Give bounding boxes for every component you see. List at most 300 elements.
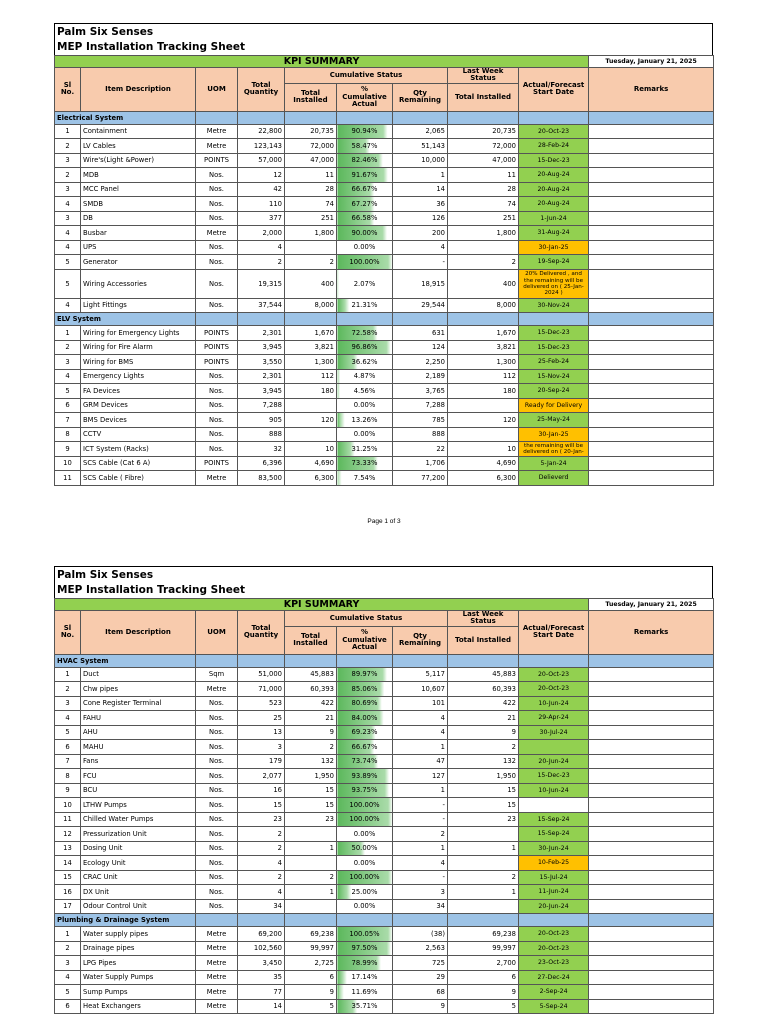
cell-installed: 74	[285, 197, 337, 212]
cell-forecast: 10-Jun-24	[519, 696, 589, 711]
cell-remarks	[589, 856, 714, 871]
cell-total-qty: 69,200	[238, 927, 285, 942]
cell-installed: 69,238	[285, 927, 337, 942]
cell-installed: 2,725	[285, 956, 337, 971]
cell-remaining: -	[393, 798, 448, 813]
section-cell	[393, 313, 448, 326]
cell-slno: 3	[55, 956, 81, 971]
cell-total-qty: 4	[238, 885, 285, 900]
table-row	[55, 255, 714, 270]
cell-remaining: 2,563	[393, 941, 448, 956]
cell-lw-installed: 69,238	[448, 927, 519, 942]
cell-total-qty: 2	[238, 255, 285, 270]
cell-remaining: 18,915	[393, 269, 448, 298]
cell-remarks	[589, 442, 714, 457]
table-row	[55, 885, 714, 900]
cell-pct: 91.67%	[337, 168, 393, 183]
cell-item: Generator	[81, 255, 196, 270]
cell-remarks	[589, 725, 714, 740]
cell-total-qty: 6,396	[238, 456, 285, 471]
cell-slno: 9	[55, 783, 81, 798]
cell-lw-installed: 2,700	[448, 956, 519, 971]
cell-remaining: 29,544	[393, 298, 448, 313]
cell-forecast: 11-Jun-24	[519, 885, 589, 900]
cell-pct: 90.94%	[337, 124, 393, 139]
cell-item: AHU	[81, 725, 196, 740]
cell-total-qty: 888	[238, 427, 285, 442]
cell-forecast: 20-Aug-24	[519, 168, 589, 183]
cell-remarks	[589, 870, 714, 885]
table-row	[55, 754, 714, 769]
cell-remarks	[589, 682, 714, 697]
cell-forecast: 28-Feb-24	[519, 139, 589, 154]
cell-forecast: Ready for Delivery	[519, 398, 589, 413]
cell-installed: 5	[285, 999, 337, 1014]
section-cell	[196, 914, 238, 927]
cell-pct: 69.23%	[337, 725, 393, 740]
cell-remaining: 1,706	[393, 456, 448, 471]
table-row	[55, 398, 714, 413]
cell-remarks	[589, 769, 714, 784]
cell-item: Drainage pipes	[81, 941, 196, 956]
table-row	[55, 956, 714, 971]
cell-item: Duct	[81, 667, 196, 682]
cell-lw-installed: 9	[448, 985, 519, 1000]
section-cell	[337, 654, 393, 667]
cell-remarks	[589, 124, 714, 139]
cell-remarks	[589, 999, 714, 1014]
cell-uom: POINTS	[196, 456, 238, 471]
cell-slno: 4	[55, 197, 81, 212]
section-cell	[448, 914, 519, 927]
cell-remaining: 101	[393, 696, 448, 711]
cell-forecast: 10-Jun-24	[519, 783, 589, 798]
cell-forecast: 20-Aug-24	[519, 197, 589, 212]
cell-total-qty: 71,000	[238, 682, 285, 697]
cell-forecast: 20-Oct-23	[519, 682, 589, 697]
table-row	[55, 899, 714, 914]
cell-lw-installed: 60,393	[448, 682, 519, 697]
table-row	[55, 927, 714, 942]
cell-forecast: 20% Delivered , and the remaining will be delivered on ( 25-Jan-2024 )	[519, 269, 589, 298]
cell-pct: 93.89%	[337, 769, 393, 784]
table-row	[55, 711, 714, 726]
page-number: Page 1 of 3	[367, 518, 401, 525]
cell-item: Wiring for BMS	[81, 355, 196, 370]
cell-pct: 73.33%	[337, 456, 393, 471]
cell-installed: 2	[285, 255, 337, 270]
table-row	[55, 456, 714, 471]
cell-total-qty: 2,301	[238, 369, 285, 384]
cell-uom: Nos.	[196, 442, 238, 457]
cell-installed: 99,997	[285, 941, 337, 956]
cell-remaining: 22	[393, 442, 448, 457]
cell-remarks	[589, 899, 714, 914]
cell-slno: 2	[55, 139, 81, 154]
section-cell	[589, 914, 714, 927]
cell-item: MDB	[81, 168, 196, 183]
cell-uom: Nos.	[196, 711, 238, 726]
cell-slno: 4	[55, 240, 81, 255]
table-row	[55, 783, 714, 798]
cell-pct: 0.00%	[337, 398, 393, 413]
cell-uom: Metre	[196, 985, 238, 1000]
cell-total-qty: 3	[238, 740, 285, 755]
cell-slno: 5	[55, 725, 81, 740]
cell-remarks	[589, 168, 714, 183]
table-row	[55, 769, 714, 784]
cell-pct: 0.00%	[337, 427, 393, 442]
cell-installed: 20,735	[285, 124, 337, 139]
sheet-page-2	[54, 566, 713, 1014]
cell-uom: Metre	[196, 999, 238, 1014]
cell-pct: 0.00%	[337, 856, 393, 871]
section-cell	[337, 111, 393, 124]
company-name: Palm Six Senses	[54, 566, 713, 582]
header-qty-remaining: Qty Remaining	[393, 626, 448, 654]
cell-installed: 72,000	[285, 139, 337, 154]
cell-lw-installed: 15	[448, 798, 519, 813]
cell-item: UPS	[81, 240, 196, 255]
cell-uom: Nos.	[196, 211, 238, 226]
table-row	[55, 153, 714, 168]
cell-lw-installed: 1	[448, 885, 519, 900]
cell-remarks	[589, 255, 714, 270]
cell-slno: 12	[55, 827, 81, 842]
cell-remaining: 51,143	[393, 139, 448, 154]
cell-remaining: 1	[393, 841, 448, 856]
table-row	[55, 941, 714, 956]
cell-slno: 10	[55, 456, 81, 471]
cell-forecast: 19-Sep-24	[519, 255, 589, 270]
cell-installed: 9	[285, 985, 337, 1000]
header-forecast: Actual/Forecast Start Date	[519, 68, 589, 112]
cell-total-qty: 2,000	[238, 226, 285, 241]
header-pct: % Cumulative Actual	[337, 83, 393, 111]
section-cell	[519, 111, 589, 124]
cell-item: Chilled Water Pumps	[81, 812, 196, 827]
header-uom: UOM	[196, 68, 238, 112]
cell-item: Containment	[81, 124, 196, 139]
cell-pct: 97.50%	[337, 941, 393, 956]
table-row	[55, 856, 714, 871]
cell-lw-installed: 28	[448, 182, 519, 197]
cell-installed: 15	[285, 798, 337, 813]
cell-slno: 8	[55, 427, 81, 442]
cell-remaining: 34	[393, 899, 448, 914]
cell-forecast: 15-Jul-24	[519, 870, 589, 885]
cell-installed: 1	[285, 885, 337, 900]
cell-uom: Nos.	[196, 298, 238, 313]
section-cell	[285, 111, 337, 124]
cell-slno: 4	[55, 711, 81, 726]
cell-total-qty: 77	[238, 985, 285, 1000]
cell-forecast: 15-Dec-23	[519, 153, 589, 168]
cell-forecast: 15-Sep-24	[519, 812, 589, 827]
cell-uom: Nos.	[196, 856, 238, 871]
cell-total-qty: 2	[238, 841, 285, 856]
cell-forecast: 20-Oct-23	[519, 667, 589, 682]
cell-installed: 2	[285, 740, 337, 755]
cell-forecast: 25-May-24	[519, 413, 589, 428]
cell-item: Emergency Lights	[81, 369, 196, 384]
section-cell	[196, 654, 238, 667]
cell-installed: 112	[285, 369, 337, 384]
cell-installed: 47,000	[285, 153, 337, 168]
cell-total-qty: 42	[238, 182, 285, 197]
cell-uom: Nos.	[196, 870, 238, 885]
cell-forecast: 30-Jul-24	[519, 725, 589, 740]
cell-item: LPG Pipes	[81, 956, 196, 971]
cell-total-qty: 110	[238, 197, 285, 212]
cell-item: Light Fittings	[81, 298, 196, 313]
cell-remaining: 1	[393, 783, 448, 798]
cell-remaining: 725	[393, 956, 448, 971]
cell-slno: 4	[55, 226, 81, 241]
header-lw-installed: Total Installed	[448, 83, 519, 111]
table-row	[55, 870, 714, 885]
header-row-1	[55, 611, 714, 627]
cell-remaining: 200	[393, 226, 448, 241]
cell-remaining: 2,189	[393, 369, 448, 384]
header-slno: Sl No.	[55, 68, 81, 112]
cell-slno: 5	[55, 255, 81, 270]
cell-forecast: 27-Dec-24	[519, 970, 589, 985]
cell-remaining: 126	[393, 211, 448, 226]
cell-forecast: 20-Jun-24	[519, 899, 589, 914]
cell-slno: 2	[55, 340, 81, 355]
cell-installed	[285, 827, 337, 842]
table-row	[55, 985, 714, 1000]
cell-lw-installed: 120	[448, 413, 519, 428]
cell-remaining: 1	[393, 168, 448, 183]
cell-total-qty: 3,945	[238, 340, 285, 355]
cell-pct: 93.75%	[337, 783, 393, 798]
cell-pct: 84.00%	[337, 711, 393, 726]
cell-item: Wiring for Emergency Lights	[81, 326, 196, 341]
cell-forecast: 30-Nov-24	[519, 298, 589, 313]
cell-lw-installed: 6	[448, 970, 519, 985]
cell-uom: POINTS	[196, 153, 238, 168]
cell-slno: 4	[55, 298, 81, 313]
section-title: Electrical System	[55, 111, 196, 124]
section-cell	[393, 111, 448, 124]
cell-item: Wiring Accessories	[81, 269, 196, 298]
cell-remarks	[589, 754, 714, 769]
cell-total-qty: 2,077	[238, 769, 285, 784]
cell-uom: Nos.	[196, 740, 238, 755]
cell-pct: 85.06%	[337, 682, 393, 697]
cell-uom: Metre	[196, 124, 238, 139]
cell-total-qty: 51,000	[238, 667, 285, 682]
cell-slno: 8	[55, 769, 81, 784]
cell-slno: 6	[55, 999, 81, 1014]
cell-pct: 25.00%	[337, 885, 393, 900]
section-row	[55, 654, 714, 667]
cell-pct: 36.62%	[337, 355, 393, 370]
kpi-row	[55, 599, 714, 611]
cell-installed	[285, 427, 337, 442]
table-row	[55, 667, 714, 682]
cell-uom: Nos.	[196, 827, 238, 842]
table-row	[55, 124, 714, 139]
cell-forecast: 20-Sep-24	[519, 384, 589, 399]
table-row	[55, 812, 714, 827]
cell-remarks	[589, 985, 714, 1000]
section-cell	[448, 313, 519, 326]
cell-installed: 1,300	[285, 355, 337, 370]
cell-item: Fans	[81, 754, 196, 769]
cell-total-qty: 2	[238, 870, 285, 885]
section-cell	[589, 654, 714, 667]
cell-slno: 5	[55, 985, 81, 1000]
section-cell	[393, 914, 448, 927]
cell-forecast: 15-Nov-24	[519, 369, 589, 384]
table-row	[55, 182, 714, 197]
cell-lw-installed: 112	[448, 369, 519, 384]
cell-installed: 45,883	[285, 667, 337, 682]
cell-remarks	[589, 182, 714, 197]
cell-slno: 2	[55, 682, 81, 697]
cell-pct: 80.69%	[337, 696, 393, 711]
cell-total-qty: 13	[238, 725, 285, 740]
cell-lw-installed	[448, 856, 519, 871]
table-row	[55, 696, 714, 711]
cell-remaining: 631	[393, 326, 448, 341]
cell-slno: 1	[55, 124, 81, 139]
cell-lw-installed: 6,300	[448, 471, 519, 486]
cell-remarks	[589, 456, 714, 471]
cell-uom: Nos.	[196, 398, 238, 413]
table-row	[55, 340, 714, 355]
cell-remarks	[589, 139, 714, 154]
cell-item: Chw pipes	[81, 682, 196, 697]
cell-installed: 8,000	[285, 298, 337, 313]
cell-lw-installed: 23	[448, 812, 519, 827]
cell-item: Odour Control Unit	[81, 899, 196, 914]
header-total-qty: Total Quantity	[238, 611, 285, 655]
cell-total-qty: 3,945	[238, 384, 285, 399]
cell-uom: Nos.	[196, 369, 238, 384]
header-remarks: Remarks	[589, 611, 714, 655]
cell-forecast: 20-Aug-24	[519, 182, 589, 197]
cell-pct: 73.74%	[337, 754, 393, 769]
cell-lw-installed: 5	[448, 999, 519, 1014]
cell-forecast: 20-Oct-23	[519, 941, 589, 956]
header-last-week: Last Week Status	[448, 68, 519, 84]
cell-remaining: 4	[393, 725, 448, 740]
cell-pct: 66.67%	[337, 740, 393, 755]
cell-remarks	[589, 226, 714, 241]
cell-lw-installed: 8,000	[448, 298, 519, 313]
cell-item: MAHU	[81, 740, 196, 755]
cell-forecast: 20-Oct-23	[519, 124, 589, 139]
cell-item: Busbar	[81, 226, 196, 241]
cell-slno: 3	[55, 355, 81, 370]
cell-installed: 120	[285, 413, 337, 428]
cell-lw-installed: 1,670	[448, 326, 519, 341]
cell-remaining: 127	[393, 769, 448, 784]
cell-pct: 11.69%	[337, 985, 393, 1000]
section-cell	[238, 313, 285, 326]
cell-slno: 4	[55, 970, 81, 985]
cell-lw-installed: 1	[448, 841, 519, 856]
cell-uom: Metre	[196, 927, 238, 942]
cell-item: Ecology Unit	[81, 856, 196, 871]
cell-forecast: 23-Oct-23	[519, 956, 589, 971]
cell-lw-installed: 11	[448, 168, 519, 183]
cell-remaining: 888	[393, 427, 448, 442]
table-row	[55, 384, 714, 399]
cell-item: LV Cables	[81, 139, 196, 154]
cell-remaining: 9	[393, 999, 448, 1014]
cell-remaining: 29	[393, 970, 448, 985]
cell-uom: Nos.	[196, 754, 238, 769]
cell-remaining: 10,000	[393, 153, 448, 168]
cell-lw-installed: 1,300	[448, 355, 519, 370]
cell-remaining: 10,607	[393, 682, 448, 697]
table-row	[55, 197, 714, 212]
cell-lw-installed	[448, 240, 519, 255]
cell-uom: Nos.	[196, 269, 238, 298]
section-cell	[589, 313, 714, 326]
cell-item: Wiring for Fire Alarm	[81, 340, 196, 355]
cell-uom: Nos.	[196, 197, 238, 212]
cell-installed	[285, 240, 337, 255]
cell-pct: 0.00%	[337, 827, 393, 842]
cell-lw-installed: 2	[448, 740, 519, 755]
company-name: Palm Six Senses	[54, 23, 713, 39]
cell-total-qty: 905	[238, 413, 285, 428]
cell-pct: 35.71%	[337, 999, 393, 1014]
cell-remarks	[589, 269, 714, 298]
cell-item: CRAC Unit	[81, 870, 196, 885]
cell-total-qty: 16	[238, 783, 285, 798]
table-row	[55, 841, 714, 856]
cell-pct: 7.54%	[337, 471, 393, 486]
cell-lw-installed	[448, 899, 519, 914]
cell-item: DB	[81, 211, 196, 226]
section-cell	[196, 313, 238, 326]
report-date: Tuesday, January 21, 2025	[589, 599, 714, 611]
cell-installed: 1,670	[285, 326, 337, 341]
cell-remarks	[589, 798, 714, 813]
section-title: Plumbing & Drainage System	[55, 914, 196, 927]
cell-remarks	[589, 667, 714, 682]
section-title: HVAC System	[55, 654, 196, 667]
cell-installed: 1,950	[285, 769, 337, 784]
cell-remarks	[589, 427, 714, 442]
cell-total-qty: 3,550	[238, 355, 285, 370]
cell-forecast: 15-Sep-24	[519, 827, 589, 842]
header-item: Item Description	[81, 68, 196, 112]
cell-pct: 100.00%	[337, 255, 393, 270]
table-row	[55, 725, 714, 740]
cell-lw-installed: 99,997	[448, 941, 519, 956]
cell-lw-installed: 10	[448, 442, 519, 457]
cell-lw-installed: 2	[448, 870, 519, 885]
cell-pct: 4.87%	[337, 369, 393, 384]
sheet-title: MEP Installation Tracking Sheet	[54, 39, 713, 55]
cell-item: GRM Devices	[81, 398, 196, 413]
cell-slno: 6	[55, 398, 81, 413]
cell-uom: Metre	[196, 226, 238, 241]
cell-installed: 21	[285, 711, 337, 726]
section-cell	[393, 654, 448, 667]
cell-installed: 23	[285, 812, 337, 827]
table-row	[55, 970, 714, 985]
cell-installed: 422	[285, 696, 337, 711]
